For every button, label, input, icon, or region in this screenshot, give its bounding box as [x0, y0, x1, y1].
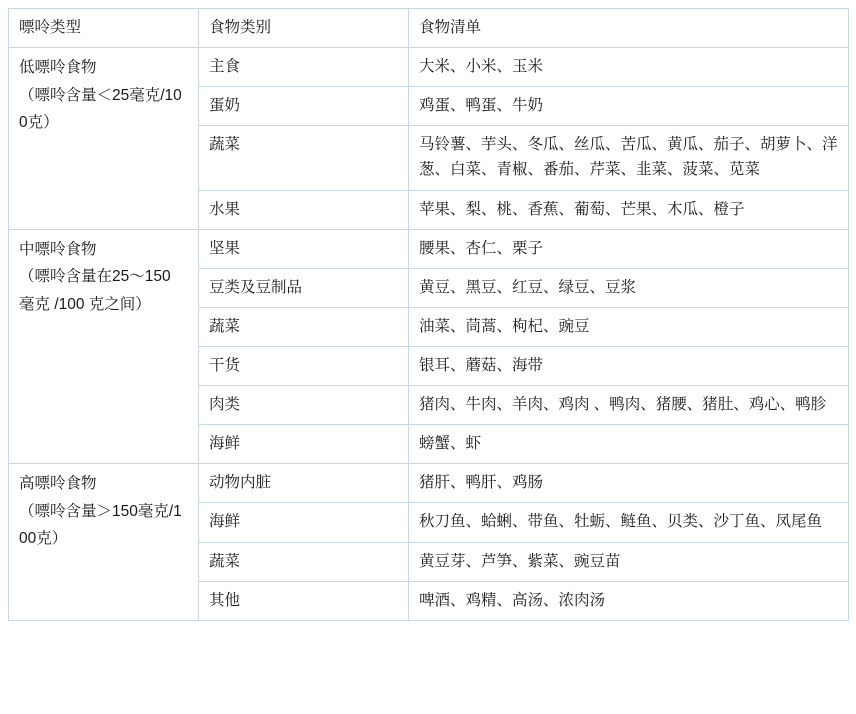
food-category: 水果: [199, 190, 409, 229]
food-list: 大米、小米、玉米: [409, 48, 849, 87]
food-list: 油菜、茼蒿、枸杞、豌豆: [409, 307, 849, 346]
food-list: 银耳、蘑菇、海带: [409, 346, 849, 385]
header-food-category: 食物类别: [199, 9, 409, 48]
food-category: 坚果: [199, 229, 409, 268]
food-list: 啤酒、鸡精、高汤、浓肉汤: [409, 581, 849, 620]
table-header-row: [9, 9, 849, 48]
food-category: 豆类及豆制品: [199, 268, 409, 307]
food-category: 蔬菜: [199, 307, 409, 346]
food-list: 螃蟹、虾: [409, 425, 849, 464]
purine-food-table: [8, 8, 849, 621]
purine-type-title: 中嘌呤食物: [19, 240, 97, 258]
header-purine-type: 嘌呤类型: [9, 9, 199, 48]
food-list: 腰果、杏仁、栗子: [409, 229, 849, 268]
purine-type-subtitle: （嘌呤含量＞150毫克/100克）: [19, 502, 182, 548]
food-category: 其他: [199, 581, 409, 620]
purine-type-title: 高嘌呤食物: [19, 475, 97, 493]
food-category: 肉类: [199, 386, 409, 425]
food-list: 马铃薯、芋头、冬瓜、丝瓜、苦瓜、黄瓜、茄子、胡萝卜、洋葱、白菜、青椒、番茄、芹菜、韭菜、菠菜、苋菜: [409, 126, 849, 190]
purine-type-medium: [9, 229, 199, 464]
table-row: [9, 229, 849, 268]
food-list: 黄豆芽、芦笋、紫菜、豌豆苗: [409, 542, 849, 581]
food-list: 猪肉、牛肉、羊肉、鸡肉 、鸭肉、猪腰、猪肚、鸡心、鸭胗: [409, 386, 849, 425]
purine-type-subtitle: （嘌呤含量＜25毫克/100克）: [19, 86, 182, 132]
food-category: 海鲜: [199, 425, 409, 464]
food-category: 海鲜: [199, 503, 409, 542]
food-category: 蛋奶: [199, 87, 409, 126]
table-row: [9, 464, 849, 503]
header-food-list: 食物清单: [409, 9, 849, 48]
food-list: 鸡蛋、鸭蛋、牛奶: [409, 87, 849, 126]
food-category: 主食: [199, 48, 409, 87]
food-category: 干货: [199, 346, 409, 385]
food-list: 苹果、梨、桃、香蕉、葡萄、芒果、木瓜、橙子: [409, 190, 849, 229]
food-category: 动物内脏: [199, 464, 409, 503]
table-row: [9, 48, 849, 87]
purine-type-subtitle: （嘌呤含量在25～150 毫克 /100 克之间）: [19, 268, 171, 313]
purine-type-low: [9, 48, 199, 230]
food-category: 蔬菜: [199, 126, 409, 190]
food-list: 黄豆、黑豆、红豆、绿豆、豆浆: [409, 268, 849, 307]
food-category: 蔬菜: [199, 542, 409, 581]
food-list: 猪肝、鸭肝、鸡肠: [409, 464, 849, 503]
food-list: 秋刀鱼、蛤蜊、带鱼、牡蛎、鲢鱼、贝类、沙丁鱼、凤尾鱼: [409, 503, 849, 542]
purine-type-title: 低嘌呤食物: [19, 59, 97, 77]
purine-type-high: [9, 464, 199, 620]
